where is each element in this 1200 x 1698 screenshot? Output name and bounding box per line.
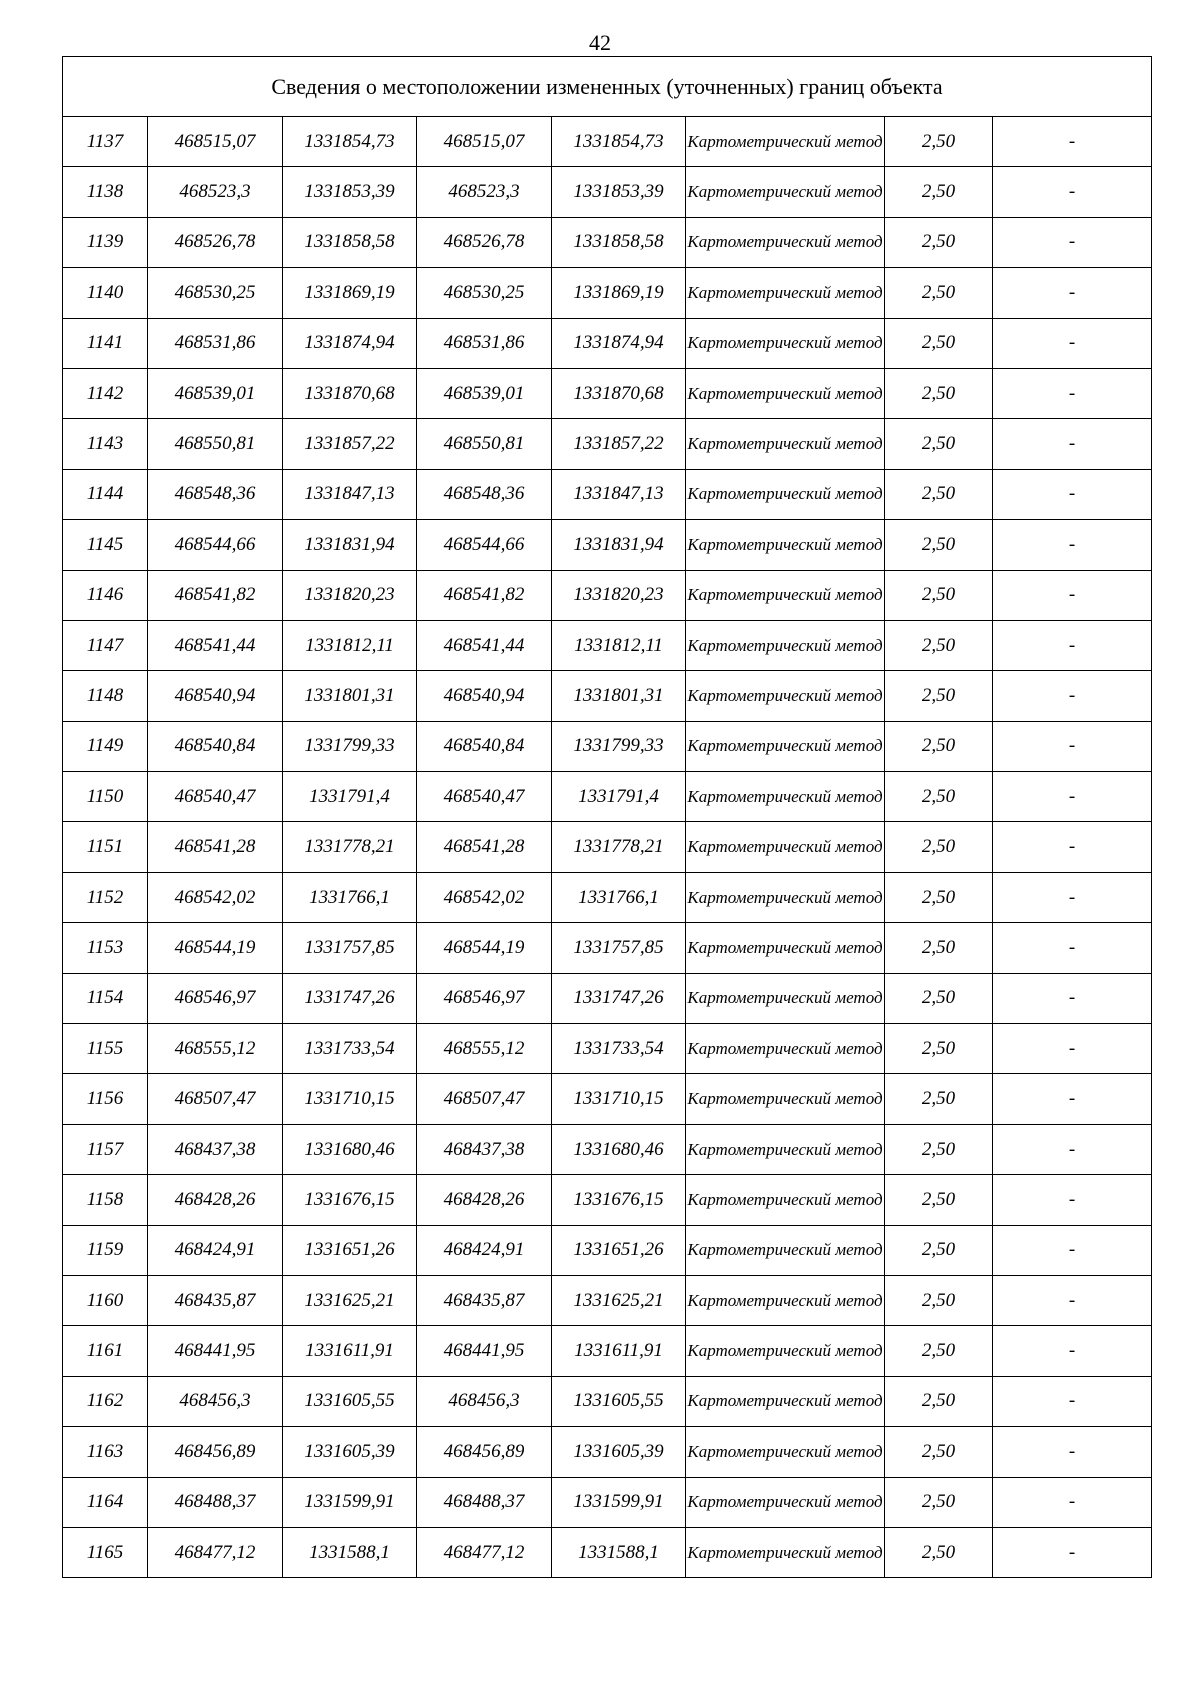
cell-point-number: 1147	[63, 620, 148, 670]
cell-x-new: 468435,87	[417, 1275, 552, 1325]
cell-y-old: 1331605,39	[283, 1427, 417, 1477]
cell-y-old: 1331870,68	[283, 368, 417, 418]
cell-method: Картометрический метод	[686, 368, 885, 418]
cell-method: Картометрический метод	[686, 1477, 885, 1527]
cell-description: -	[993, 923, 1152, 973]
cell-y-new: 1331588,1	[552, 1527, 686, 1577]
table-row	[63, 520, 1152, 570]
cell-description: -	[993, 368, 1152, 418]
cell-description: -	[993, 1275, 1152, 1325]
cell-x-new: 468441,95	[417, 1326, 552, 1376]
cell-y-new: 1331820,23	[552, 570, 686, 620]
cell-x-new: 468540,94	[417, 671, 552, 721]
cell-method: Картометрический метод	[686, 1326, 885, 1376]
cell-y-new: 1331831,94	[552, 520, 686, 570]
table-row	[63, 1024, 1152, 1074]
table-row	[63, 721, 1152, 771]
cell-x-new: 468541,44	[417, 620, 552, 670]
cell-description: -	[993, 1477, 1152, 1527]
cell-point-number: 1159	[63, 1225, 148, 1275]
cell-point-number: 1145	[63, 520, 148, 570]
cell-method: Картометрический метод	[686, 1376, 885, 1426]
cell-x-new: 468437,38	[417, 1124, 552, 1174]
cell-y-new: 1331605,39	[552, 1427, 686, 1477]
cell-x-new: 468550,81	[417, 419, 552, 469]
cell-accuracy: 2,50	[885, 1477, 993, 1527]
cell-method: Картометрический метод	[686, 117, 885, 167]
cell-x-old: 468550,81	[148, 419, 283, 469]
table-row	[63, 167, 1152, 217]
table-row	[63, 268, 1152, 318]
cell-description: -	[993, 1175, 1152, 1225]
cell-point-number: 1157	[63, 1124, 148, 1174]
cell-x-new: 468548,36	[417, 469, 552, 519]
cell-y-new: 1331625,21	[552, 1275, 686, 1325]
cell-y-old: 1331874,94	[283, 318, 417, 368]
boundary-coordinates-table	[62, 56, 1152, 1578]
cell-y-old: 1331801,31	[283, 671, 417, 721]
cell-accuracy: 2,50	[885, 923, 993, 973]
cell-description: -	[993, 1376, 1152, 1426]
cell-y-old: 1331799,33	[283, 721, 417, 771]
cell-x-old: 468541,82	[148, 570, 283, 620]
cell-x-new: 468515,07	[417, 117, 552, 167]
cell-y-new: 1331605,55	[552, 1376, 686, 1426]
cell-method: Картометрический метод	[686, 1427, 885, 1477]
table-row	[63, 772, 1152, 822]
cell-x-old: 468477,12	[148, 1527, 283, 1577]
cell-method: Картометрический метод	[686, 520, 885, 570]
cell-y-new: 1331676,15	[552, 1175, 686, 1225]
table-row	[63, 217, 1152, 267]
table-row	[63, 1427, 1152, 1477]
cell-y-old: 1331747,26	[283, 973, 417, 1023]
cell-y-new: 1331778,21	[552, 822, 686, 872]
cell-accuracy: 2,50	[885, 973, 993, 1023]
cell-y-old: 1331857,22	[283, 419, 417, 469]
cell-point-number: 1163	[63, 1427, 148, 1477]
cell-point-number: 1137	[63, 117, 148, 167]
cell-accuracy: 2,50	[885, 469, 993, 519]
cell-x-new: 468541,28	[417, 822, 552, 872]
table-row	[63, 923, 1152, 973]
cell-point-number: 1146	[63, 570, 148, 620]
cell-accuracy: 2,50	[885, 1326, 993, 1376]
cell-y-old: 1331812,11	[283, 620, 417, 670]
cell-y-old: 1331831,94	[283, 520, 417, 570]
cell-point-number: 1151	[63, 822, 148, 872]
cell-x-old: 468539,01	[148, 368, 283, 418]
cell-x-old: 468530,25	[148, 268, 283, 318]
table-row	[63, 570, 1152, 620]
cell-method: Картометрический метод	[686, 318, 885, 368]
cell-accuracy: 2,50	[885, 419, 993, 469]
cell-description: -	[993, 620, 1152, 670]
cell-y-new: 1331857,22	[552, 419, 686, 469]
cell-method: Картометрический метод	[686, 1275, 885, 1325]
cell-point-number: 1162	[63, 1376, 148, 1426]
cell-x-old: 468548,36	[148, 469, 283, 519]
table-row	[63, 469, 1152, 519]
cell-y-new: 1331680,46	[552, 1124, 686, 1174]
cell-x-new: 468546,97	[417, 973, 552, 1023]
cell-x-new: 468488,37	[417, 1477, 552, 1527]
table-row	[63, 318, 1152, 368]
cell-y-old: 1331766,1	[283, 872, 417, 922]
cell-x-old: 468456,3	[148, 1376, 283, 1426]
cell-x-old: 468544,19	[148, 923, 283, 973]
cell-x-new: 468456,89	[417, 1427, 552, 1477]
cell-x-old: 468555,12	[148, 1024, 283, 1074]
cell-method: Картометрический метод	[686, 822, 885, 872]
table-row	[63, 117, 1152, 167]
cell-x-old: 468540,47	[148, 772, 283, 822]
cell-x-old: 468526,78	[148, 217, 283, 267]
table-row	[63, 1074, 1152, 1124]
cell-accuracy: 2,50	[885, 217, 993, 267]
table-row	[63, 1225, 1152, 1275]
cell-x-old: 468437,38	[148, 1124, 283, 1174]
cell-description: -	[993, 469, 1152, 519]
cell-accuracy: 2,50	[885, 570, 993, 620]
cell-description: -	[993, 217, 1152, 267]
cell-method: Картометрический метод	[686, 772, 885, 822]
cell-x-old: 468441,95	[148, 1326, 283, 1376]
cell-point-number: 1149	[63, 721, 148, 771]
cell-method: Картометрический метод	[686, 1175, 885, 1225]
cell-x-new: 468477,12	[417, 1527, 552, 1577]
table-row	[63, 973, 1152, 1023]
cell-y-new: 1331874,94	[552, 318, 686, 368]
cell-accuracy: 2,50	[885, 620, 993, 670]
cell-description: -	[993, 1225, 1152, 1275]
cell-x-new: 468539,01	[417, 368, 552, 418]
cell-x-old: 468542,02	[148, 872, 283, 922]
cell-accuracy: 2,50	[885, 822, 993, 872]
cell-accuracy: 2,50	[885, 1175, 993, 1225]
cell-x-new: 468456,3	[417, 1376, 552, 1426]
cell-point-number: 1144	[63, 469, 148, 519]
table-row	[63, 671, 1152, 721]
cell-y-old: 1331611,91	[283, 1326, 417, 1376]
cell-x-old: 468531,86	[148, 318, 283, 368]
cell-point-number: 1140	[63, 268, 148, 318]
cell-x-old: 468540,94	[148, 671, 283, 721]
cell-point-number: 1161	[63, 1326, 148, 1376]
cell-x-old: 468523,3	[148, 167, 283, 217]
cell-description: -	[993, 117, 1152, 167]
table-row	[63, 620, 1152, 670]
cell-method: Картометрический метод	[686, 671, 885, 721]
cell-accuracy: 2,50	[885, 772, 993, 822]
cell-method: Картометрический метод	[686, 570, 885, 620]
cell-method: Картометрический метод	[686, 973, 885, 1023]
cell-y-old: 1331588,1	[283, 1527, 417, 1577]
table-row	[63, 1326, 1152, 1376]
cell-description: -	[993, 1024, 1152, 1074]
cell-x-new: 468544,66	[417, 520, 552, 570]
cell-description: -	[993, 772, 1152, 822]
cell-x-new: 468507,47	[417, 1074, 552, 1124]
cell-method: Картометрический метод	[686, 1124, 885, 1174]
cell-accuracy: 2,50	[885, 1527, 993, 1577]
cell-point-number: 1138	[63, 167, 148, 217]
cell-x-new: 468541,82	[417, 570, 552, 620]
cell-description: -	[993, 872, 1152, 922]
page-number: 42	[589, 30, 611, 55]
cell-y-old: 1331605,55	[283, 1376, 417, 1426]
cell-description: -	[993, 1326, 1152, 1376]
cell-accuracy: 2,50	[885, 872, 993, 922]
table-row	[63, 1124, 1152, 1174]
cell-x-new: 468555,12	[417, 1024, 552, 1074]
cell-x-new: 468526,78	[417, 217, 552, 267]
cell-y-new: 1331869,19	[552, 268, 686, 318]
cell-method: Картометрический метод	[686, 721, 885, 771]
cell-point-number: 1139	[63, 217, 148, 267]
cell-x-old: 468544,66	[148, 520, 283, 570]
cell-accuracy: 2,50	[885, 318, 993, 368]
cell-x-old: 468424,91	[148, 1225, 283, 1275]
table-row	[63, 419, 1152, 469]
cell-point-number: 1160	[63, 1275, 148, 1325]
cell-y-new: 1331651,26	[552, 1225, 686, 1275]
cell-x-old: 468515,07	[148, 117, 283, 167]
cell-description: -	[993, 167, 1152, 217]
cell-point-number: 1164	[63, 1477, 148, 1527]
cell-y-old: 1331599,91	[283, 1477, 417, 1527]
table-row	[63, 1527, 1152, 1577]
table-row	[63, 368, 1152, 418]
cell-y-new: 1331766,1	[552, 872, 686, 922]
cell-x-new: 468540,47	[417, 772, 552, 822]
cell-accuracy: 2,50	[885, 721, 993, 771]
cell-y-old: 1331680,46	[283, 1124, 417, 1174]
cell-point-number: 1142	[63, 368, 148, 418]
cell-point-number: 1153	[63, 923, 148, 973]
cell-point-number: 1158	[63, 1175, 148, 1225]
cell-point-number: 1141	[63, 318, 148, 368]
table-title-row	[63, 57, 1152, 117]
cell-x-old: 468546,97	[148, 973, 283, 1023]
cell-method: Картометрический метод	[686, 268, 885, 318]
cell-y-old: 1331757,85	[283, 923, 417, 973]
cell-description: -	[993, 419, 1152, 469]
cell-x-old: 468540,84	[148, 721, 283, 771]
cell-y-new: 1331733,54	[552, 1024, 686, 1074]
table-row	[63, 1376, 1152, 1426]
table-row	[63, 1275, 1152, 1325]
cell-y-old: 1331791,4	[283, 772, 417, 822]
cell-description: -	[993, 671, 1152, 721]
cell-y-new: 1331854,73	[552, 117, 686, 167]
cell-point-number: 1154	[63, 973, 148, 1023]
cell-method: Картометрический метод	[686, 1225, 885, 1275]
cell-y-old: 1331676,15	[283, 1175, 417, 1225]
cell-method: Картометрический метод	[686, 167, 885, 217]
cell-y-new: 1331599,91	[552, 1477, 686, 1527]
cell-x-old: 468488,37	[148, 1477, 283, 1527]
cell-method: Картометрический метод	[686, 620, 885, 670]
cell-y-new: 1331858,58	[552, 217, 686, 267]
cell-y-new: 1331611,91	[552, 1326, 686, 1376]
cell-description: -	[993, 1124, 1152, 1174]
cell-y-new: 1331757,85	[552, 923, 686, 973]
cell-x-old: 468428,26	[148, 1175, 283, 1225]
cell-description: -	[993, 822, 1152, 872]
cell-y-old: 1331854,73	[283, 117, 417, 167]
cell-point-number: 1165	[63, 1527, 148, 1577]
cell-y-old: 1331858,58	[283, 217, 417, 267]
table-title: Сведения о местоположении измененных (уточненных) границ объекта	[63, 57, 1152, 117]
cell-description: -	[993, 520, 1152, 570]
cell-description: -	[993, 721, 1152, 771]
cell-x-old: 468541,28	[148, 822, 283, 872]
table-row	[63, 1175, 1152, 1225]
cell-accuracy: 2,50	[885, 1074, 993, 1124]
cell-x-new: 468544,19	[417, 923, 552, 973]
cell-accuracy: 2,50	[885, 671, 993, 721]
cell-method: Картометрический метод	[686, 1527, 885, 1577]
cell-y-old: 1331625,21	[283, 1275, 417, 1325]
cell-y-old: 1331710,15	[283, 1074, 417, 1124]
cell-accuracy: 2,50	[885, 1376, 993, 1426]
cell-accuracy: 2,50	[885, 520, 993, 570]
cell-point-number: 1156	[63, 1074, 148, 1124]
cell-y-new: 1331801,31	[552, 671, 686, 721]
cell-method: Картометрический метод	[686, 1074, 885, 1124]
cell-accuracy: 2,50	[885, 1124, 993, 1174]
cell-x-old: 468541,44	[148, 620, 283, 670]
cell-accuracy: 2,50	[885, 268, 993, 318]
cell-y-old: 1331733,54	[283, 1024, 417, 1074]
cell-point-number: 1150	[63, 772, 148, 822]
cell-x-old: 468456,89	[148, 1427, 283, 1477]
cell-y-new: 1331812,11	[552, 620, 686, 670]
cell-method: Картометрический метод	[686, 872, 885, 922]
cell-accuracy: 2,50	[885, 167, 993, 217]
cell-accuracy: 2,50	[885, 1427, 993, 1477]
cell-y-old: 1331820,23	[283, 570, 417, 620]
cell-description: -	[993, 570, 1152, 620]
cell-description: -	[993, 268, 1152, 318]
cell-y-old: 1331778,21	[283, 822, 417, 872]
cell-description: -	[993, 318, 1152, 368]
cell-accuracy: 2,50	[885, 1225, 993, 1275]
cell-method: Картометрический метод	[686, 1024, 885, 1074]
cell-y-new: 1331870,68	[552, 368, 686, 418]
cell-x-new: 468531,86	[417, 318, 552, 368]
cell-description: -	[993, 1527, 1152, 1577]
cell-x-new: 468540,84	[417, 721, 552, 771]
cell-description: -	[993, 1074, 1152, 1124]
cell-x-new: 468428,26	[417, 1175, 552, 1225]
cell-point-number: 1152	[63, 872, 148, 922]
cell-y-new: 1331853,39	[552, 167, 686, 217]
cell-y-new: 1331747,26	[552, 973, 686, 1023]
cell-point-number: 1143	[63, 419, 148, 469]
cell-accuracy: 2,50	[885, 368, 993, 418]
table-row	[63, 1477, 1152, 1527]
cell-point-number: 1155	[63, 1024, 148, 1074]
cell-accuracy: 2,50	[885, 1275, 993, 1325]
table-row	[63, 872, 1152, 922]
cell-y-new: 1331847,13	[552, 469, 686, 519]
cell-y-old: 1331869,19	[283, 268, 417, 318]
cell-method: Картометрический метод	[686, 217, 885, 267]
cell-x-new: 468542,02	[417, 872, 552, 922]
cell-y-new: 1331799,33	[552, 721, 686, 771]
cell-y-old: 1331853,39	[283, 167, 417, 217]
cell-x-new: 468424,91	[417, 1225, 552, 1275]
cell-accuracy: 2,50	[885, 117, 993, 167]
cell-y-old: 1331847,13	[283, 469, 417, 519]
cell-description: -	[993, 973, 1152, 1023]
table-row	[63, 822, 1152, 872]
cell-x-old: 468507,47	[148, 1074, 283, 1124]
cell-x-new: 468523,3	[417, 167, 552, 217]
cell-method: Картометрический метод	[686, 419, 885, 469]
table-body	[63, 57, 1152, 1578]
cell-point-number: 1148	[63, 671, 148, 721]
cell-method: Картометрический метод	[686, 923, 885, 973]
cell-x-new: 468530,25	[417, 268, 552, 318]
cell-y-new: 1331710,15	[552, 1074, 686, 1124]
cell-description: -	[993, 1427, 1152, 1477]
cell-accuracy: 2,50	[885, 1024, 993, 1074]
cell-method: Картометрический метод	[686, 469, 885, 519]
cell-x-old: 468435,87	[148, 1275, 283, 1325]
cell-y-new: 1331791,4	[552, 772, 686, 822]
cell-y-old: 1331651,26	[283, 1225, 417, 1275]
